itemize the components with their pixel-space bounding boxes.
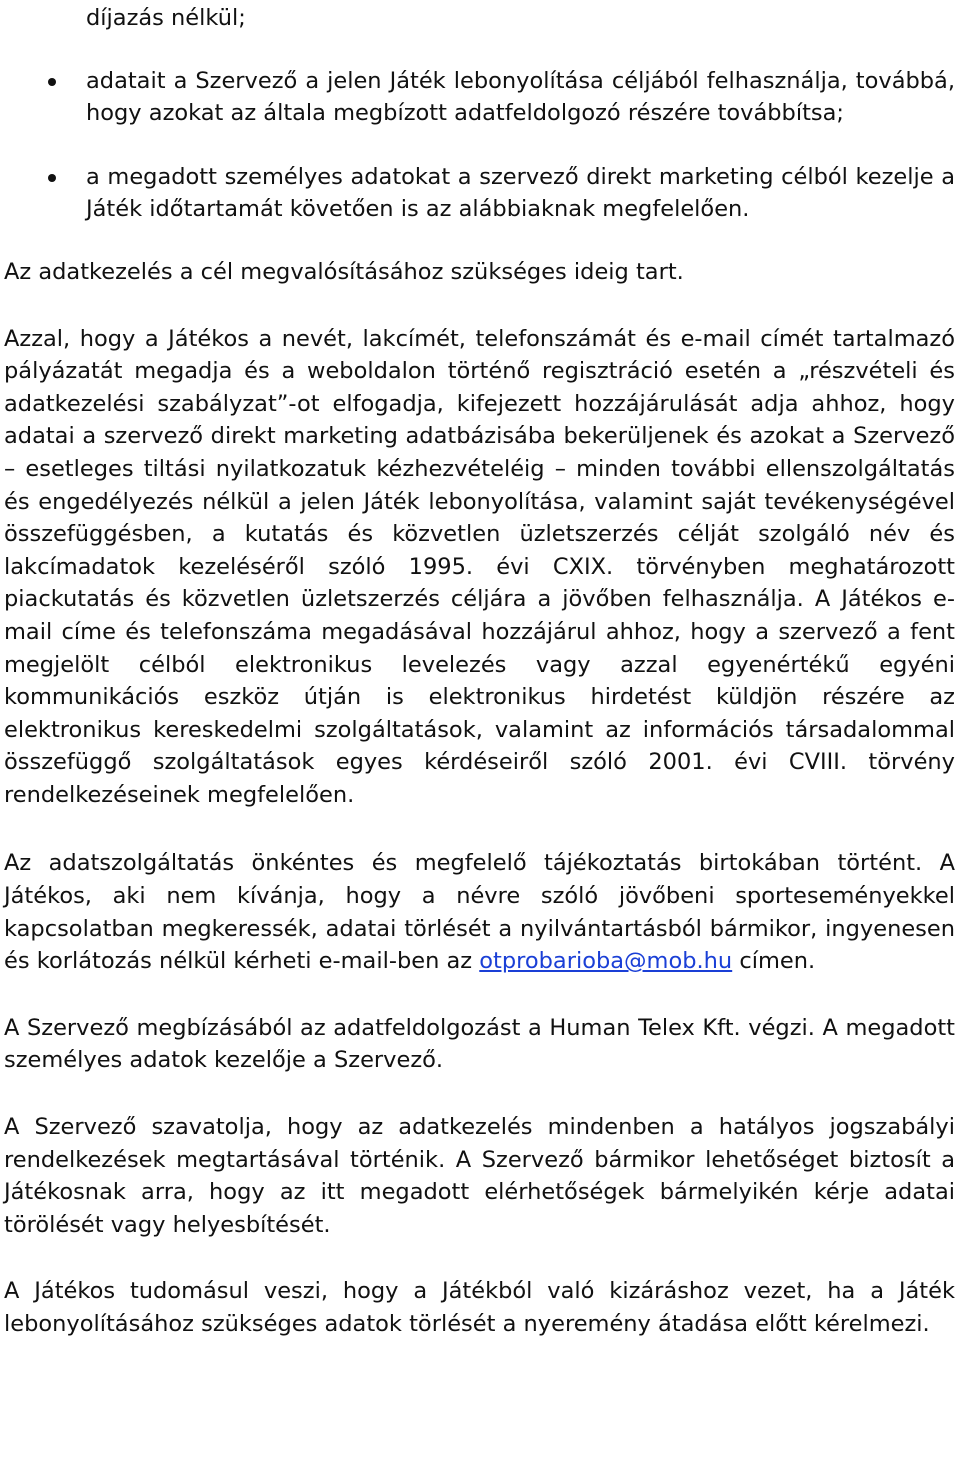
bullet-icon <box>48 78 56 86</box>
paragraph-data-processor: A Szervező megbízásából az adatfeldolgozást a Human Telex Kft. végzi. A megadott személyes adatok kezelője a Szervező. <box>4 1014 955 1074</box>
consent-bullet-list <box>4 65 955 226</box>
paragraph-exclusion: A Játékos tudomásul veszi, hogy a Játékból való kizáráshoz vezet, ha a Játék lebonyolításához szükséges adatok törlését a nyeremény átadása előtt kérelmezi. <box>4 1278 955 1337</box>
bullet-icon <box>48 174 56 182</box>
paragraph-guarantee: A Szervező szavatolja, hogy az adatkezelés mindenben a hatályos jogszabályi rendelkezések megtartásával történik. A Szervező bármikor lehetőséget biztosít a Játékosnak arra, hogy az itt megadott elérhetőségek bármelyikén kérje adatai törölését vagy helyesbítését. <box>4 1114 955 1238</box>
paragraph-storage-duration: Az adatkezelés a cél megvalósításához szükséges ideig tart. <box>4 258 684 285</box>
bullet-item-usage <box>4 65 955 130</box>
paragraph-text: Az adatszolgáltatás önkéntes és megfelelő tájékoztatás birtokában történt. A Játékos, aki nem kívánja, hogy a névre szóló jövőbeni sporteseményekkel kapcsolatban megkeressék, adatai törlését a nyilvántartásból bármikor, ingyenesen és korlátozás nélkül kérheti e-mail-ben az <box>4 850 955 975</box>
bullet-text: a megadott személyes adatokat a szervező direkt marketing célból kezelje a Játék időtartamát követően is az alábbiaknak megfelelően. <box>86 163 955 223</box>
paragraph-consent: Azzal, hogy a Játékos a nevét, lakcímét, telefonszámát és e-mail címét tartalmazó pályázatát megadja és a weboldalon történő regisztráció esetén a „részvételi és adatkezelési szabályzat”-ot elfogadja, kifejezett hozzájárulását adja ahhoz, hogy adatai a szervező direkt marketing adatbázisába bekerüljenek és azokat a Szervező – esetleges tiltási nyilatkozatuk kézhezvételéig – minden további ellenszolgáltatás és engedélyezés nélkül a jelen Játék lebonyolítása, valamint saját tevékenységével összefüggésben, a kutatás és közvetlen üzletszerzés célját szolgáló név és lakcímadatok kezeléséről szóló 1995. évi CXIX. törvényben meghatározott piackutatás és közvetlen üzletszerzés céljára a jövőben felhasználja. A Játékos e-mail címe és telefonszáma megadásával hozzájárul ahhoz, hogy a szervező a fent megjelölt célból elektronikus levelezés vagy azzal egyenértékű egyéni kommunikációs eszköz útján is elektronikus hirdetést küldjön részére az elektronikus kereskedelmi szolgáltatások, valamint az információs társadalommal összefüggő szolgáltatások egyes kérdéseiről szóló 2001. évi CVIII. törvény rendelkezéseinek megfelelően. <box>4 325 955 808</box>
paragraph-voluntary-data <box>4 847 955 977</box>
document-page <box>4 0 955 1341</box>
paragraph-text: címen. <box>732 948 816 975</box>
email-link[interactable]: otprobarioba@mob.hu <box>479 948 733 975</box>
intro-fragment: díjazás nélkül; <box>86 5 246 31</box>
bullet-text: adatait a Szervező a jelen Játék lebonyolítása céljából felhasználja, továbbá, hogy azokat az általa megbízott adatfeldolgozó részére továbbítsa; <box>86 67 955 127</box>
bullet-item-direct-marketing <box>4 161 955 226</box>
